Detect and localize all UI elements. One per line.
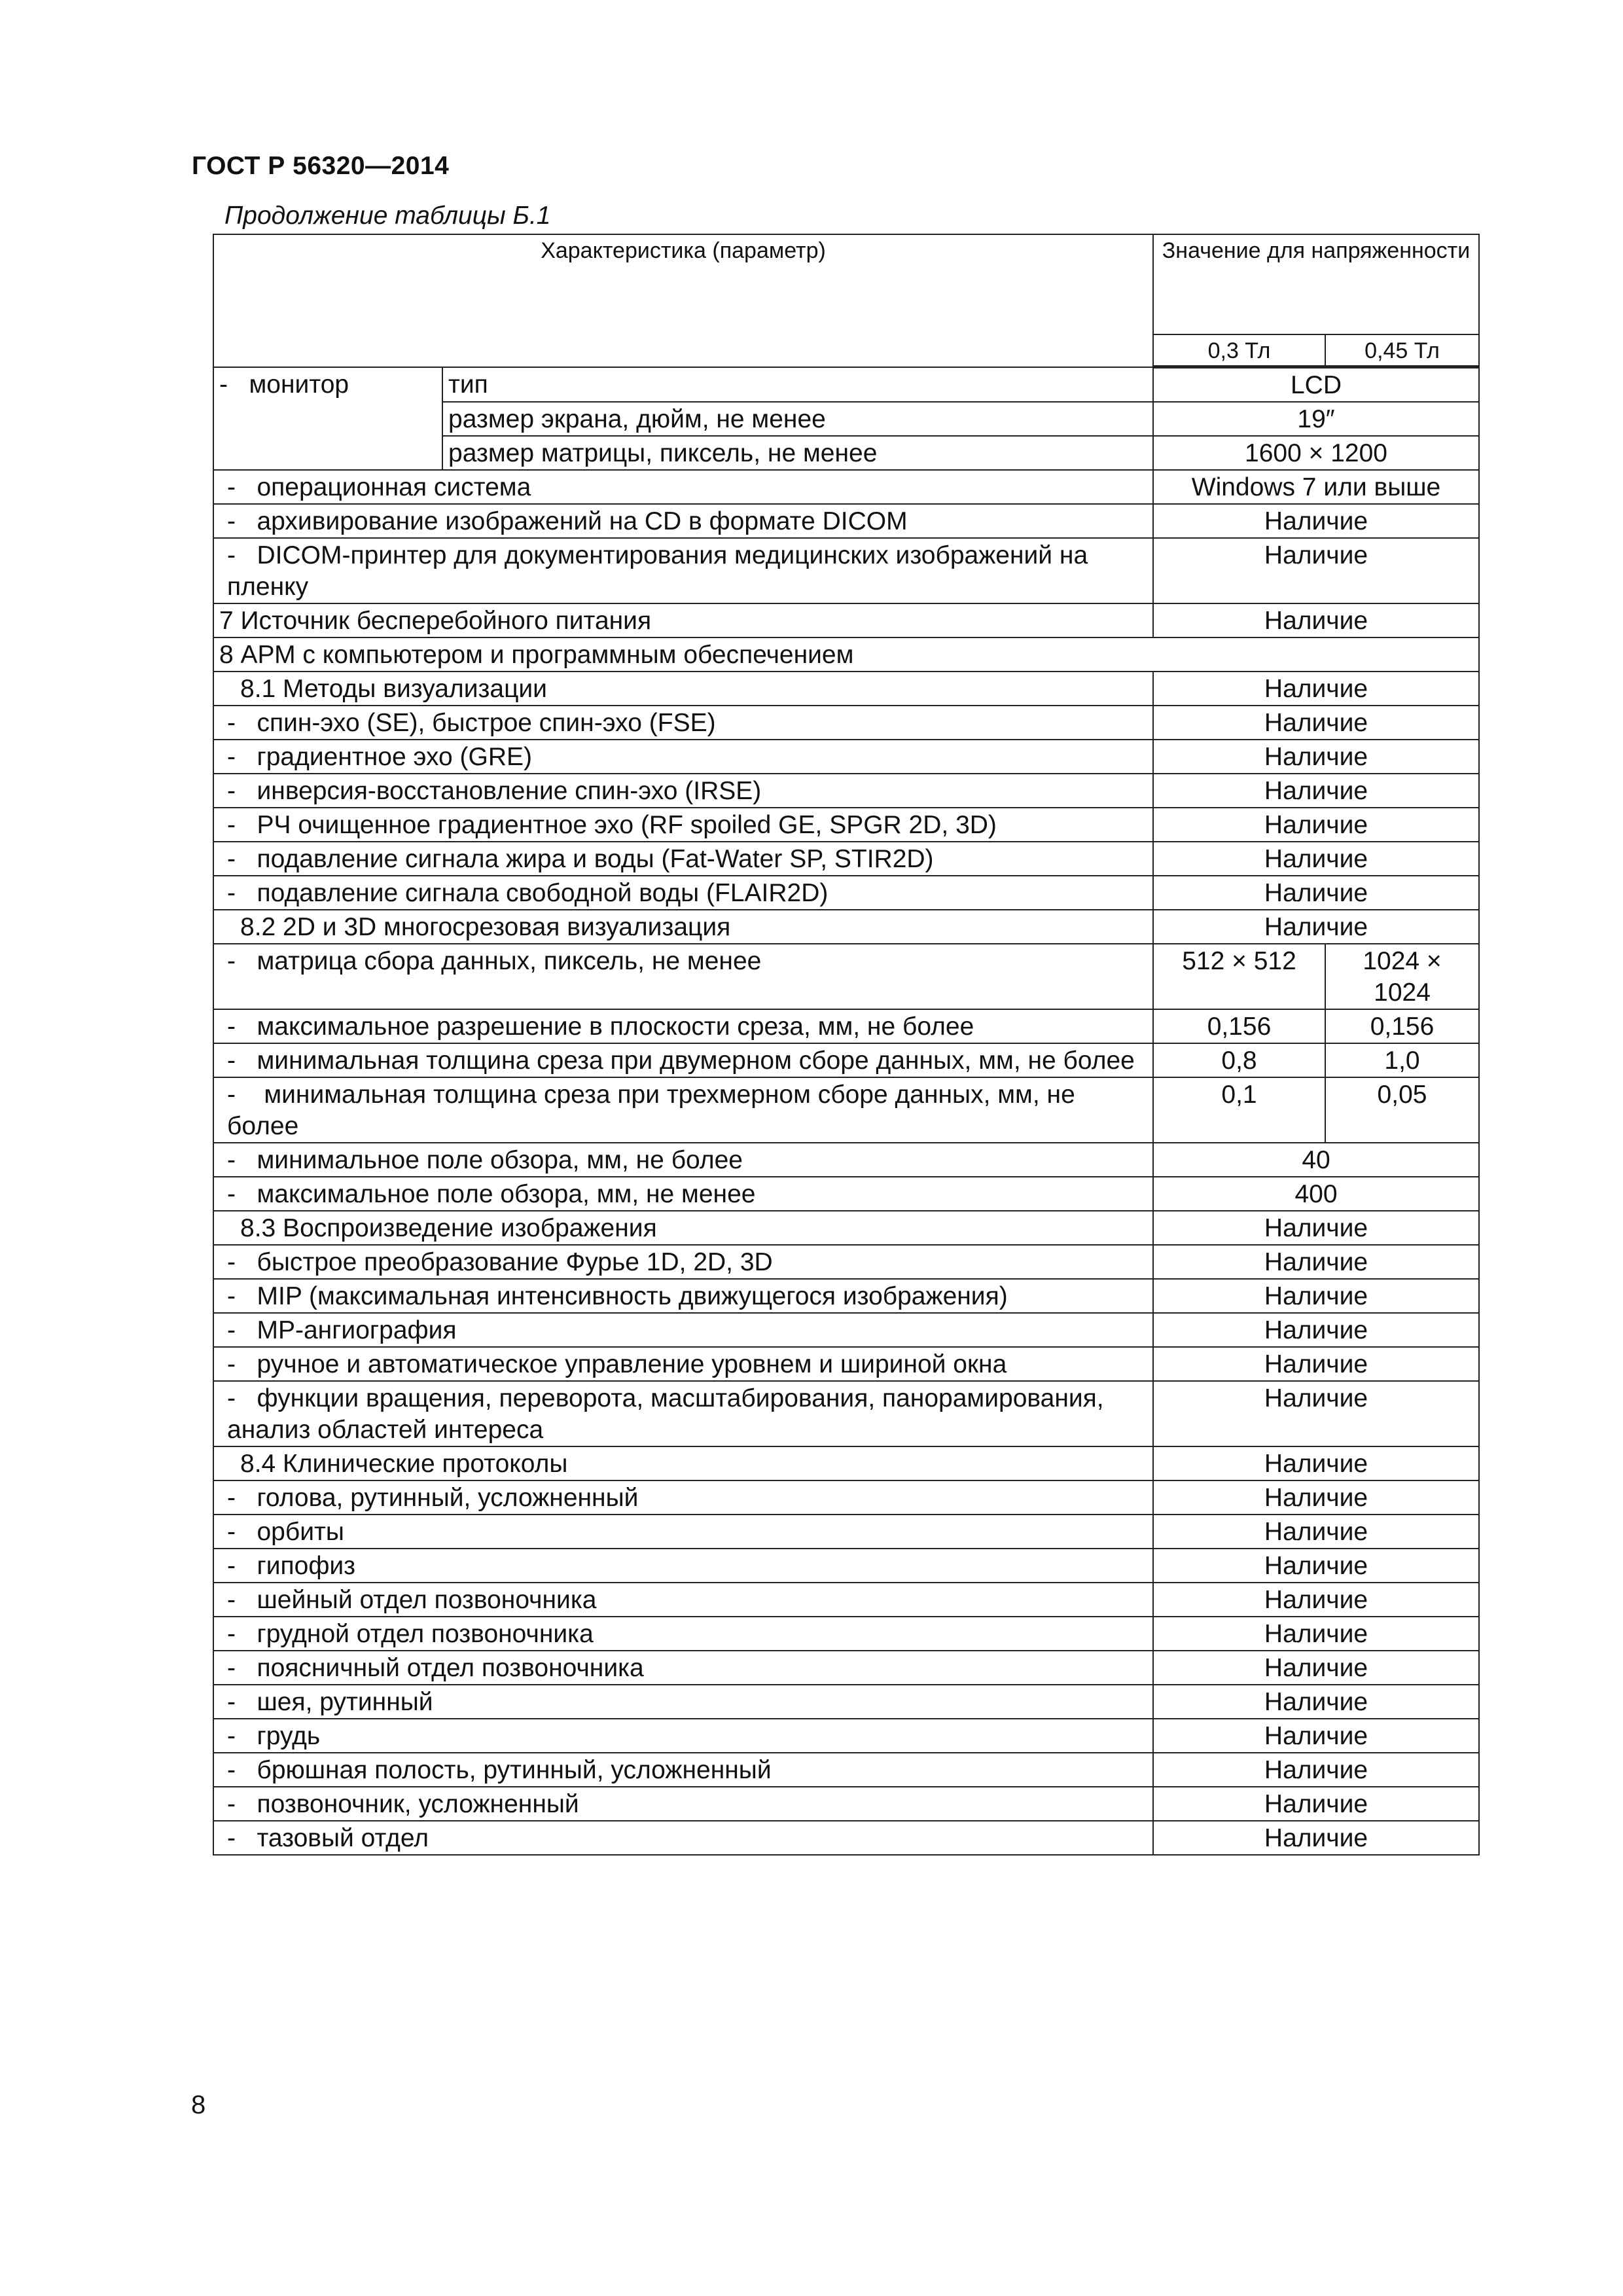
table-row xyxy=(213,1043,1479,1077)
row-label: - минимальное поле обзора, мм, не более xyxy=(213,1143,1153,1177)
document-header: ГОСТ Р 56320—2014 xyxy=(192,152,450,180)
row-value: Наличие xyxy=(1153,504,1479,538)
table-row xyxy=(213,603,1479,637)
table-row xyxy=(213,1787,1479,1821)
row-label: 8.4 Клинические протоколы xyxy=(213,1446,1153,1480)
row-label: - гипофиз xyxy=(213,1549,1153,1583)
value-045: 0,05 xyxy=(1325,1077,1479,1143)
table-row xyxy=(213,808,1479,842)
value-03: 512 × 512 xyxy=(1153,944,1325,1009)
row-label: - быстрое преобразование Фурье 1D, 2D, 3D xyxy=(213,1245,1153,1279)
row-label: - спин-эхо (SE), быстрое спин-эхо (FSE) xyxy=(213,706,1153,740)
section-row xyxy=(213,637,1479,672)
row-label: - минимальная толщина среза при двумерном сборе данных, мм, не более xyxy=(213,1043,1153,1077)
row-value: Наличие xyxy=(1153,910,1479,944)
table-row xyxy=(213,944,1479,1009)
value-03: 0,8 xyxy=(1153,1043,1325,1077)
table-row xyxy=(213,672,1479,706)
row-label: - градиентное эхо (GRE) xyxy=(213,740,1153,774)
table-row xyxy=(213,1446,1479,1480)
table-row xyxy=(213,538,1479,603)
monitor-param-label: размер матрицы, пиксель, не менее xyxy=(442,436,1153,470)
monitor-label: - монитор xyxy=(213,367,442,471)
table-row xyxy=(213,1279,1479,1313)
row-label: - шея, рутинный xyxy=(213,1685,1153,1719)
row-value: Наличие xyxy=(1153,876,1479,910)
table-row xyxy=(213,842,1479,876)
row-value: Наличие xyxy=(1153,1583,1479,1617)
header-value: Значение для напряженности xyxy=(1153,234,1479,334)
value-045: 1024 × 1024 xyxy=(1325,944,1479,1009)
table-row xyxy=(213,470,1479,504)
row-label: - поясничный отдел позвоночника xyxy=(213,1651,1153,1685)
row-value: Наличие xyxy=(1153,1685,1479,1719)
row-value: Наличие xyxy=(1153,1821,1479,1855)
value-045: 1,0 xyxy=(1325,1043,1479,1077)
table-row xyxy=(213,740,1479,774)
row-value: Наличие xyxy=(1153,740,1479,774)
row-label: - MIP (максимальная интенсивность движущегося изображения) xyxy=(213,1279,1153,1313)
row-value: Наличие xyxy=(1153,842,1479,876)
table-row xyxy=(213,1549,1479,1583)
row-value: Наличие xyxy=(1153,1446,1479,1480)
row-label: 7 Источник бесперебойного питания xyxy=(213,603,1153,637)
row-value: Наличие xyxy=(1153,1480,1479,1515)
row-value: Наличие xyxy=(1153,1549,1479,1583)
table-row xyxy=(213,706,1479,740)
row-value: 40 xyxy=(1153,1143,1479,1177)
row-value: Наличие xyxy=(1153,1313,1479,1347)
header-characteristic: Характеристика (параметр) xyxy=(213,234,1153,367)
row-label: - функции вращения, переворота, масштабирования, панорамирования, анализ областей интереса xyxy=(213,1381,1153,1446)
table-row xyxy=(213,504,1479,538)
row-value: Наличие xyxy=(1153,1719,1479,1753)
header-row xyxy=(213,234,1479,334)
row-label: - голова, рутинный, усложненный xyxy=(213,1480,1153,1515)
table-row xyxy=(213,1143,1479,1177)
table-row xyxy=(213,876,1479,910)
row-value: Наличие xyxy=(1153,774,1479,808)
row-value: Наличие xyxy=(1153,1617,1479,1651)
table-row xyxy=(213,1719,1479,1753)
row-value: Наличие xyxy=(1153,1279,1479,1313)
row-value: Наличие xyxy=(1153,1753,1479,1787)
section-title: 8 АРМ с компьютером и программным обеспечением xyxy=(213,637,1479,672)
table-row xyxy=(213,1211,1479,1245)
table-row xyxy=(213,1685,1479,1719)
row-value: Наличие xyxy=(1153,1381,1479,1446)
row-label: - ручное и автоматическое управление уровнем и шириной окна xyxy=(213,1347,1153,1381)
row-label: - орбиты xyxy=(213,1515,1153,1549)
monitor-param-label: размер экрана, дюйм, не менее xyxy=(442,402,1153,436)
row-value: Наличие xyxy=(1153,1245,1479,1279)
row-label: - минимальная толщина среза при трехмерном сборе данных, мм, не более xyxy=(213,1077,1153,1143)
row-label: - максимальное разрешение в плоскости среза, мм, не более xyxy=(213,1009,1153,1043)
table-row xyxy=(213,910,1479,944)
value-03: 0,1 xyxy=(1153,1077,1325,1143)
row-label: - подавление сигнала жира и воды (Fat-Water SP, STIR2D) xyxy=(213,842,1153,876)
table-row xyxy=(213,1009,1479,1043)
table-row xyxy=(213,1480,1479,1515)
row-label: - брюшная полость, рутинный, усложненный xyxy=(213,1753,1153,1787)
table-row xyxy=(213,1651,1479,1685)
table-row xyxy=(213,1821,1479,1855)
monitor-param-label: тип xyxy=(442,367,1153,403)
table-row xyxy=(213,1583,1479,1617)
table-row xyxy=(213,1245,1479,1279)
row-label: - грудной отдел позвоночника xyxy=(213,1617,1153,1651)
row-label: - операционная система xyxy=(213,470,1153,504)
table-caption: Продолжение таблицы Б.1 xyxy=(224,202,551,230)
row-value: 400 xyxy=(1153,1177,1479,1211)
table-row xyxy=(213,1347,1479,1381)
table-row xyxy=(213,1177,1479,1211)
row-label: - архивирование изображений на CD в формате DICOM xyxy=(213,504,1153,538)
monitor-param-value: LCD xyxy=(1153,367,1479,403)
value-03: 0,156 xyxy=(1153,1009,1325,1043)
table-row xyxy=(213,1313,1479,1347)
row-label: - РЧ очищенное градиентное эхо (RF spoiled GE, SPGR 2D, 3D) xyxy=(213,808,1153,842)
row-value: Наличие xyxy=(1153,1787,1479,1821)
monitor-param-value: 19″ xyxy=(1153,402,1479,436)
row-value: Наличие xyxy=(1153,672,1479,706)
row-label: - позвоночник, усложненный xyxy=(213,1787,1153,1821)
row-label: - грудь xyxy=(213,1719,1153,1753)
spec-table xyxy=(213,234,1480,1856)
table-row xyxy=(213,1617,1479,1651)
row-label: - инверсия-восстановление спин-эхо (IRSE) xyxy=(213,774,1153,808)
monitor-param-value: 1600 × 1200 xyxy=(1153,436,1479,470)
row-label: - подавление сигнала свободной воды (FLAIR2D) xyxy=(213,876,1153,910)
row-label: - шейный отдел позвоночника xyxy=(213,1583,1153,1617)
row-value: Наличие xyxy=(1153,1347,1479,1381)
table-row xyxy=(213,1753,1479,1787)
row-value: Наличие xyxy=(1153,603,1479,637)
row-value: Наличие xyxy=(1153,538,1479,603)
row-value: Наличие xyxy=(1153,1651,1479,1685)
page-number: 8 xyxy=(191,2090,206,2119)
row-label: 8.3 Воспроизведение изображения xyxy=(213,1211,1153,1245)
row-label: 8.1 Методы визуализации xyxy=(213,672,1153,706)
row-label: - максимальное поле обзора, мм, не менее xyxy=(213,1177,1153,1211)
table-row xyxy=(213,1515,1479,1549)
row-label: - DICOM-принтер для документирования медицинских изображений на пленку xyxy=(213,538,1153,603)
row-label: 8.2 2D и 3D многосрезовая визуализация xyxy=(213,910,1153,944)
row-label: - матрица сбора данных, пиксель, не менее xyxy=(213,944,1153,1009)
table-row xyxy=(213,774,1479,808)
row-value: Наличие xyxy=(1153,706,1479,740)
header-col-03: 0,3 Тл xyxy=(1153,334,1325,367)
row-label: - тазовый отдел xyxy=(213,1821,1153,1855)
row-value: Наличие xyxy=(1153,1515,1479,1549)
row-value: Windows 7 или выше xyxy=(1153,470,1479,504)
row-label: - МР-ангиография xyxy=(213,1313,1153,1347)
table-row xyxy=(213,367,1479,403)
table-row xyxy=(213,1381,1479,1446)
row-value: Наличие xyxy=(1153,808,1479,842)
row-value: Наличие xyxy=(1153,1211,1479,1245)
header-col-045: 0,45 Тл xyxy=(1325,334,1479,367)
table-row xyxy=(213,1077,1479,1143)
value-045: 0,156 xyxy=(1325,1009,1479,1043)
